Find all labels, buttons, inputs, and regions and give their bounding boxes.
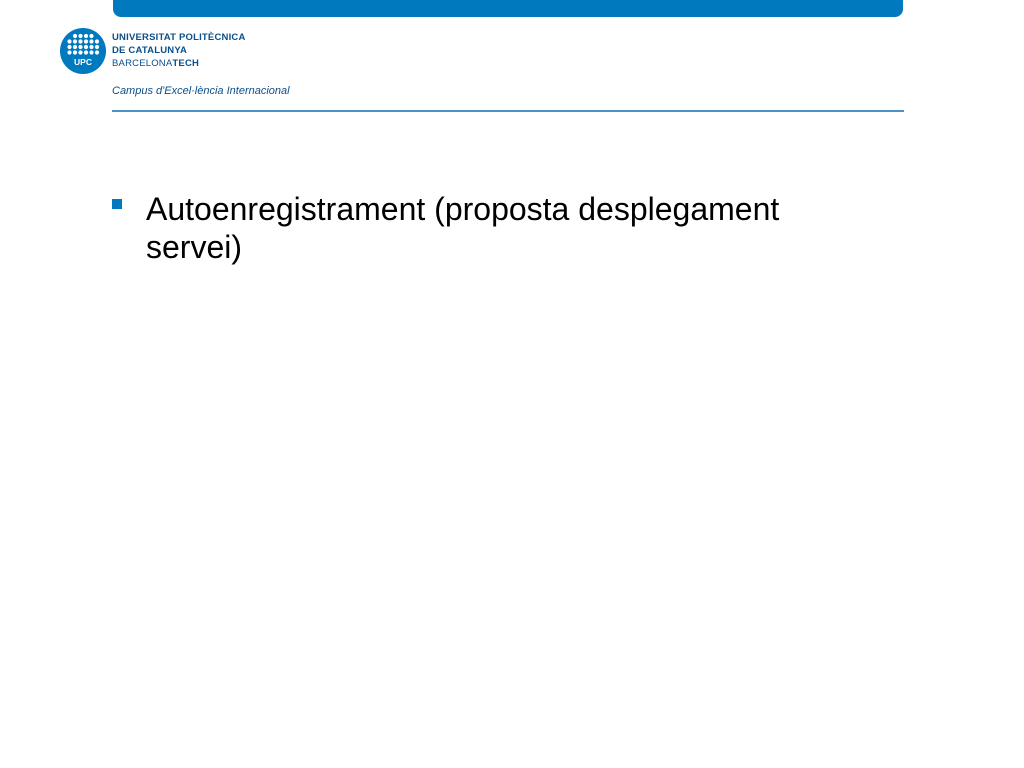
bullet-text: Autoenregistrament (proposta desplegament servei) <box>146 191 780 265</box>
bullet-square-icon <box>112 199 122 209</box>
top-accent-bar <box>113 0 903 17</box>
logo-text: UPC <box>74 57 92 67</box>
header-divider <box>112 110 904 112</box>
university-name-line3-city: BARCELONA <box>112 58 173 69</box>
upc-logo-icon <box>60 28 106 74</box>
university-name-line1: UNIVERSITAT POLITÈCNICA <box>112 32 246 43</box>
university-name-line3-tech: TECH <box>172 58 200 69</box>
university-name-line3 <box>112 58 199 69</box>
university-name-line2: DE CATALUNYA <box>112 45 188 56</box>
campus-tagline: Campus d'Excel·lència Internacional <box>112 85 290 97</box>
